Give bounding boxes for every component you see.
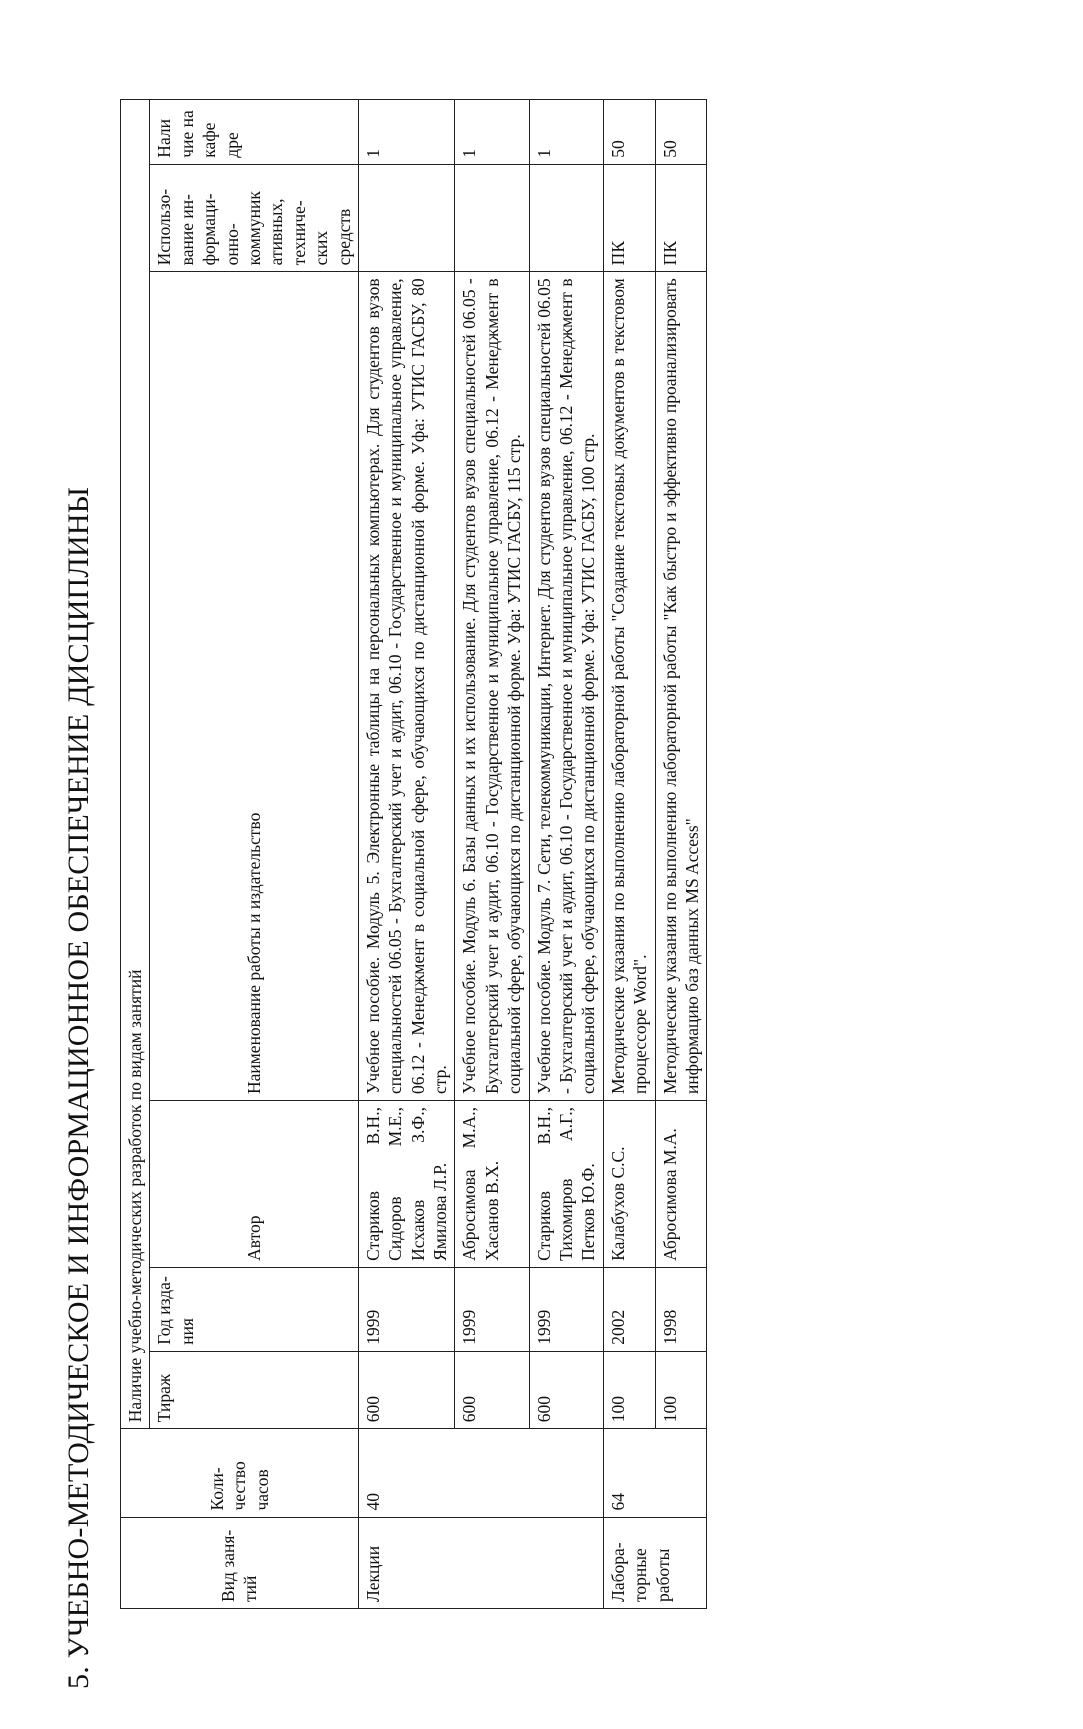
row-author: Стариков В.Н., Тихомиров А.Г., Петков Ю.Ф. <box>529 1101 603 1268</box>
table-row <box>455 100 529 1609</box>
row-availability: 50 <box>603 100 655 165</box>
row-ict <box>529 164 603 272</box>
row-work: Методические указания по выполнению лабораторной работы "Как быстро и эффективно проанализировать информацию баз данных MS Access" <box>655 272 707 1101</box>
table-row <box>603 100 655 1609</box>
page-title: 5. УЧЕБНО-МЕТОДИЧЕСКОЕ И ИНФОРМАЦИОННОЕ ОБЕСПЕЧЕНИЕ ДИСЦИПЛИНЫ <box>62 486 95 1689</box>
header-row-1 <box>121 100 150 1609</box>
table-row <box>529 100 603 1609</box>
row-print-run: 600 <box>358 1351 455 1428</box>
table-row <box>358 100 455 1609</box>
row-ict <box>358 164 455 272</box>
row-year: 2002 <box>603 1267 655 1351</box>
header-availability: Нали чие на кафе дре <box>150 100 359 165</box>
methodical-support-table <box>120 99 707 1609</box>
row-work: Учебное пособие. Модуль 5. Электронные таблицы на персональных компьютерах. Для студентов вузов специальностей 06.05 - Бухгалтерский учет и аудит, 06.10 - Государственное и муниципальное управление, 06.12 - Менеджмент в социальной сфере, обучающихся по дистанционной форме. Уфа: УТИС ГАСБУ, 80 стр. <box>358 272 455 1101</box>
row-year: 1999 <box>529 1267 603 1351</box>
row-type: Лекции <box>358 1517 603 1608</box>
row-year: 1998 <box>655 1267 707 1351</box>
row-availability: 1 <box>455 100 529 165</box>
header-year: Год изда-ния <box>150 1267 359 1351</box>
row-author: Абросимова М.А., Хасанов В.Х. <box>455 1101 529 1268</box>
row-author: Абросимова М.А. <box>655 1101 707 1268</box>
header-type: Вид заня-тий <box>121 1517 359 1608</box>
row-availability: 50 <box>655 100 707 165</box>
row-print-run: 600 <box>529 1351 603 1428</box>
row-hours: 40 <box>358 1429 603 1517</box>
header-group: Наличие учебно-методических разработок по видам занятий <box>121 100 150 1429</box>
header-ict: Использо-вание ин-формаци-онно-коммуник ативных, техниче-ских средств <box>150 164 359 272</box>
row-work: Методические указания по выполнению лабораторной работы "Создание текстовых документов в текстовом процессоре Word". <box>603 272 655 1101</box>
row-availability: 1 <box>529 100 603 165</box>
row-year: 1999 <box>455 1267 529 1351</box>
row-print-run: 100 <box>655 1351 707 1428</box>
row-author: Калабухов С.С. <box>603 1101 655 1268</box>
row-type: Лабора-торные работы <box>603 1517 707 1608</box>
header-hours: Коли-чество часов <box>121 1429 359 1517</box>
table-row <box>655 100 707 1609</box>
row-hours: 64 <box>603 1429 707 1517</box>
row-ict <box>455 164 529 272</box>
header-author: Автор <box>150 1101 359 1268</box>
row-author: Стариков В.Н., Сидоров М.Е., Исхаков З.Ф., Ямилова Л.Р. <box>358 1101 455 1268</box>
row-work: Учебное пособие. Модуль 6. Базы данных и их использование. Для студентов вузов специальностей 06.05 - Бухгалтерский учет и аудит, 06.10 - Государственное и муниципальное управление, 06.12 - Менеджмент в социальной сфере, обучающихся по дистанционной форме. Уфа: УТИС ГАСБУ, 115 стр. <box>455 272 529 1101</box>
row-ict: ПК <box>603 164 655 272</box>
header-work: Наименование работы и издательство <box>150 272 359 1101</box>
row-availability: 1 <box>358 100 455 165</box>
row-work: Учебное пособие. Модуль 7. Сети, телекоммуникации, Интернет. Для студентов вузов специальностей 06.05 - Бухгалтерский учет и аудит, 06.10 - Государственное и муниципальное управление, 06.12 - Менеджмент в социальной сфере, обучающихся по дистанционной форме. Уфа: УТИС ГАСБУ, 100 стр. <box>529 272 603 1101</box>
row-print-run: 600 <box>455 1351 529 1428</box>
row-year: 1999 <box>358 1267 455 1351</box>
header-row-2 <box>150 100 359 1609</box>
header-print-run: Тираж <box>150 1351 359 1428</box>
row-ict: ПК <box>655 164 707 272</box>
row-print-run: 100 <box>603 1351 655 1428</box>
